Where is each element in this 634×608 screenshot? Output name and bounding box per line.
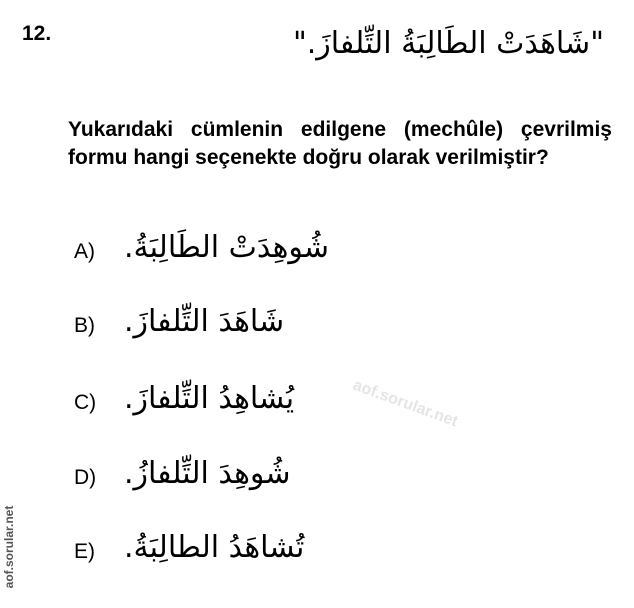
option-a[interactable] (74, 230, 374, 280)
option-arabic-text: تُشاهَدُ الطالِبَةُ. (124, 530, 305, 565)
option-b[interactable] (74, 304, 374, 354)
option-label: D) (74, 466, 97, 489)
option-c[interactable] (74, 381, 374, 431)
option-arabic-text: شَاهَدَ التِّلفازَ. (124, 304, 285, 339)
option-label: C) (74, 391, 97, 414)
question-number: 12. (22, 22, 52, 45)
option-label: E) (74, 540, 95, 563)
option-d[interactable] (74, 456, 374, 506)
option-arabic-text: يُشاهِدُ التِّلفازَ. (124, 381, 295, 416)
option-arabic-text: شُوهِدَتْ الطَالِبَةُ. (124, 230, 330, 265)
question-text: Yukarıdaki cümlenin edilgene (mechûle) çevrilmiş formu hangi seçenekte doğru olarak verilmiştir? (68, 118, 612, 169)
option-label: B) (74, 314, 95, 337)
center-watermark: aof.sorular.net (350, 376, 461, 431)
option-arabic-text: شُوهِدَ التِّلفازُ. (124, 456, 291, 491)
option-label: A) (74, 240, 95, 263)
side-watermark: aof.sorular.net (2, 505, 16, 589)
option-e[interactable] (74, 530, 374, 580)
arabic-sentence: "شَاهَدَتْ الطَالِبَةُ التِّلفازَ." (292, 26, 604, 61)
